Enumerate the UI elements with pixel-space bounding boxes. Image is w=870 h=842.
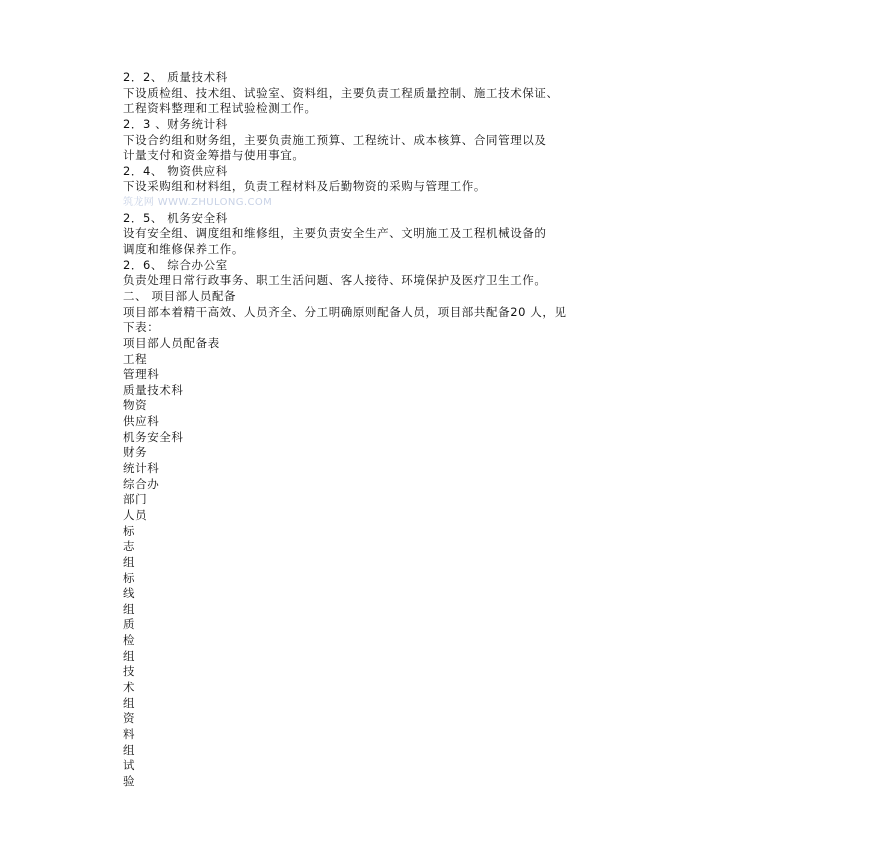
paragraph-line: 调度和维修保养工作。: [123, 242, 244, 257]
table-cell-text: 供应科: [123, 414, 160, 429]
table-cell-text: 标: [123, 523, 136, 538]
heading-general-office: 2．6、 综合办公室: [123, 257, 228, 272]
table-cell-text: 部门: [123, 492, 148, 507]
paragraph-line: 工程资料整理和工程试验检测工作。: [123, 101, 317, 116]
table-cell-text: 验: [123, 773, 136, 788]
table-cell-text: 组: [123, 601, 136, 616]
document-body: [123, 70, 723, 789]
heading-finance-stats-dept: 2．3 、财务统计科: [123, 116, 228, 131]
table-cell-text: 综合办: [123, 476, 160, 491]
table-cell-text: 组: [123, 742, 136, 757]
paragraph-line: 下表：: [123, 320, 160, 335]
table-cell-text: 人员: [123, 507, 148, 522]
table-cell-text: 组: [123, 648, 136, 663]
table-cell-text: 组: [123, 554, 136, 569]
table-cell-text: 机务安全科: [123, 429, 184, 444]
paragraph-line: 计量支付和资金筹措与使用事宜。: [123, 148, 305, 163]
table-cell-text: 工程: [123, 351, 148, 366]
paragraph-line: 项目部本着精干高效、人员齐全、分工明确原则配备人员，项目部共配备20 人，见: [123, 304, 567, 319]
table-cell-text: 质量技术科: [123, 382, 184, 397]
heading-machinery-safety-dept: 2．5、 机务安全科: [123, 210, 228, 225]
paragraph-line: 下设质检组、技术组、试验室、资料组，主要负责工程质量控制、施工技术保证、: [123, 85, 559, 100]
table-cell-text: 检: [123, 633, 136, 648]
table-caption: 项目部人员配备表: [123, 335, 220, 350]
table-cell-text: 质: [123, 617, 136, 632]
table-cell-text: 财务: [123, 445, 148, 460]
table-cell-text: 线: [123, 586, 136, 601]
table-cell-text: 管理科: [123, 367, 160, 382]
table-cell-text: 料: [123, 726, 136, 741]
paragraph-line: 负责处理日常行政事务、职工生活问题、客人接待、环境保护及医疗卫生工作。: [123, 273, 547, 288]
table-cell-text: 物资: [123, 398, 148, 413]
table-cell-text: 试: [123, 758, 136, 773]
table-cell-text: 组: [123, 695, 136, 710]
paragraph-line: 下设合约组和财务组，主要负责施工预算、工程统计、成本核算、合同管理以及: [123, 132, 547, 147]
table-cell-text: 技: [123, 664, 136, 679]
table-cell-text: 统计科: [123, 461, 160, 476]
paragraph-line: 下设采购组和材料组，负责工程材料及后勤物资的采购与管理工作。: [123, 179, 486, 194]
watermark-text: 筑龙网 WWW.ZHULONG.COM: [123, 197, 273, 209]
table-cell-text: 术: [123, 679, 136, 694]
heading-supply-dept: 2．4、 物资供应科: [123, 163, 228, 178]
table-cell-text: 标: [123, 570, 136, 585]
section-heading-staffing: 二、 项目部人员配备: [123, 288, 237, 303]
table-cell-text: 志: [123, 539, 136, 554]
paragraph-line: 设有安全组、调度组和维修组，主要负责安全生产、文明施工及工程机械设备的: [123, 226, 547, 241]
table-cell-text: 资: [123, 711, 136, 726]
heading-quality-tech-dept: 2．2、 质量技术科: [123, 70, 228, 84]
